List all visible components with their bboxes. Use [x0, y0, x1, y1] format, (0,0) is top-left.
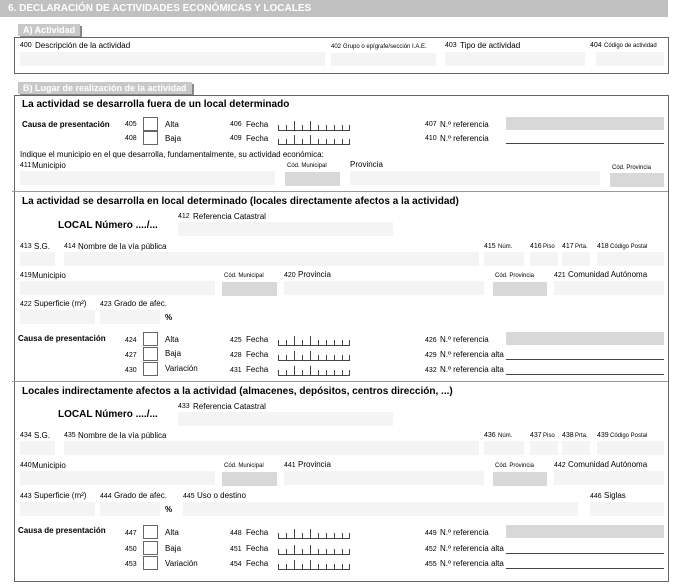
activity-type-input[interactable] — [445, 52, 585, 66]
field-425-number: 425 — [230, 337, 242, 344]
field-445-number: 445 — [183, 493, 195, 500]
field-434-number: 434 — [20, 432, 32, 439]
sg-input-413[interactable] — [20, 252, 55, 266]
prta-label: Prta. — [575, 433, 588, 439]
cod-provincia-label: Cód. Provincia — [612, 165, 652, 171]
field-454-number: 454 — [230, 561, 242, 568]
referencia-alta-label: N.º referencia alta — [440, 544, 504, 553]
municipio-label: Municipio — [32, 161, 66, 170]
percent-sign: % — [165, 313, 173, 322]
piso-label: Piso — [543, 433, 555, 439]
provincia-input-441[interactable] — [284, 471, 484, 485]
uso-label: Uso o destino — [197, 491, 246, 500]
date-field-425[interactable] — [278, 334, 350, 346]
field-413-number: 413 — [20, 243, 32, 250]
field-404-label: Código de actividad — [604, 43, 657, 49]
alta-checkbox-424[interactable] — [143, 332, 158, 346]
reference-alta-input-429[interactable] — [506, 359, 664, 360]
alta-checkbox-447[interactable] — [143, 525, 158, 539]
causa-label: Causa de presentación — [18, 334, 106, 343]
field-412-number: 412 — [178, 213, 190, 220]
field-424-number: 424 — [125, 337, 137, 344]
field-447-number: 447 — [125, 530, 137, 537]
field-422-number: 422 — [20, 301, 32, 308]
municipio-input-411[interactable] — [20, 171, 275, 185]
percent-sign: % — [165, 505, 173, 514]
field-440-number: 440 — [20, 462, 32, 469]
fecha-label: Fecha — [246, 559, 269, 568]
field-444-number: 444 — [100, 493, 112, 500]
num-label: Núm. — [498, 244, 513, 250]
cod-provincia-input[interactable] — [493, 282, 547, 296]
num-label: Núm. — [498, 433, 513, 439]
ref-catastral-label: Referencia Catastral — [193, 212, 266, 221]
field-411-number: 411 — [20, 162, 32, 169]
referencia-alta-label: N.º referencia alta — [440, 365, 504, 374]
cod-provincia-input[interactable] — [610, 173, 664, 187]
municipio-input-419[interactable] — [20, 281, 215, 295]
provincia-label: Provincia — [298, 460, 331, 469]
field-439-number: 439 — [597, 432, 609, 439]
cod-provincia-input[interactable] — [493, 472, 547, 486]
field-432-number: 432 — [425, 367, 437, 374]
field-404-number: 404 — [590, 42, 602, 49]
subsection-a-tab: A) Actividad — [18, 24, 80, 36]
reference-alta-input-432[interactable] — [506, 374, 664, 375]
field-426-number: 426 — [425, 337, 437, 344]
field-427-number: 427 — [125, 352, 137, 359]
variacion-checkbox-453[interactable] — [143, 556, 158, 570]
num-input-436[interactable] — [484, 441, 524, 455]
alta-label: Alta — [165, 120, 179, 129]
referencia-label: N.º referencia — [440, 335, 489, 344]
baja-checkbox-408[interactable] — [143, 131, 158, 145]
grado-input-423[interactable] — [100, 310, 160, 324]
superficie-input-443[interactable] — [20, 502, 95, 516]
reference-input-449[interactable] — [506, 525, 664, 538]
piso-input-416[interactable] — [530, 252, 558, 266]
separator — [12, 191, 668, 192]
fecha-label: Fecha — [246, 365, 269, 374]
prta-input-417[interactable] — [562, 252, 590, 266]
cod-provincia-label: Cód. Provincia — [495, 273, 535, 279]
field-414-number: 414 — [64, 243, 76, 250]
via-label: Nombre de la vía pública — [78, 431, 167, 440]
sg-label: S.G. — [34, 431, 51, 440]
sg-input-434[interactable] — [20, 441, 55, 455]
referencia-alta-label: N.º referencia alta — [440, 559, 504, 568]
num-input-415[interactable] — [484, 252, 524, 266]
provincia-input[interactable] — [350, 171, 600, 185]
field-438-number: 438 — [562, 432, 574, 439]
field-419-number: 419 — [20, 272, 32, 279]
fecha-label: Fecha — [246, 134, 269, 143]
uso-input-445[interactable] — [183, 502, 578, 516]
prta-label: Prta. — [575, 244, 588, 250]
indique-municipio-text: Indique el municipio en el que desarrolla, fundamentalmente, su actividad económica: — [20, 150, 324, 159]
field-402-number: 402 — [331, 44, 342, 50]
field-446-number: 446 — [590, 493, 602, 500]
provincia-label: Provincia — [350, 160, 383, 169]
variacion-label: Variación — [165, 559, 198, 568]
alta-label: Alta — [165, 528, 179, 537]
ccaa-label: Comunidad Autónoma — [568, 270, 648, 279]
outside-local-title: La actividad se desarrolla fuera de un local determinado — [22, 99, 290, 110]
superficie-label: Superficie (m²) — [34, 299, 87, 308]
municipio-label: Municipio — [32, 271, 66, 280]
cp-input-418[interactable] — [597, 252, 664, 266]
separator — [12, 381, 668, 382]
field-441-number: 441 — [284, 462, 296, 469]
variacion-checkbox-430[interactable] — [143, 362, 158, 376]
baja-checkbox-450[interactable] — [143, 541, 158, 555]
provincia-input-420[interactable] — [284, 281, 484, 295]
fecha-label: Fecha — [246, 544, 269, 553]
field-417-number: 417 — [562, 243, 574, 250]
ref-catastral-input-412[interactable] — [178, 222, 393, 236]
cod-municipal-label: Cód. Municipal — [287, 163, 327, 169]
cod-municipal-input[interactable] — [222, 282, 277, 296]
prta-input-438[interactable] — [562, 441, 590, 455]
cod-municipal-input[interactable] — [285, 172, 340, 186]
sg-label: S.G. — [34, 242, 51, 251]
reference-input-407[interactable] — [506, 117, 664, 130]
fecha-label: Fecha — [246, 335, 269, 344]
field-437-number: 437 — [530, 432, 542, 439]
cod-municipal-label: Cód. Municipal — [224, 273, 264, 279]
reference-alta-input-452[interactable] — [506, 553, 664, 554]
field-449-number: 449 — [425, 530, 437, 537]
field-448-number: 448 — [230, 530, 242, 537]
siglas-input-446[interactable] — [590, 502, 664, 516]
field-433-number: 433 — [178, 403, 190, 410]
field-415-number: 415 — [484, 243, 496, 250]
field-403-label: Tipo de actividad — [460, 41, 521, 50]
grado-label: Grado de afec. — [114, 491, 167, 500]
ccaa-input-421[interactable] — [554, 281, 664, 295]
field-431-number: 431 — [230, 367, 242, 374]
fecha-label: Fecha — [246, 528, 269, 537]
municipio-input-440[interactable] — [20, 471, 215, 485]
local-number: LOCAL Número ..../... — [58, 220, 158, 231]
cod-municipal-input[interactable] — [222, 472, 277, 486]
referencia-label: N.º referencia — [440, 134, 489, 143]
referencia-alta-label: N.º referencia alta — [440, 350, 504, 359]
date-field-431[interactable] — [278, 364, 350, 376]
field-452-number: 452 — [425, 546, 437, 553]
fecha-label: Fecha — [246, 350, 269, 359]
field-406-number: 406 — [230, 121, 242, 128]
piso-label: Piso — [543, 244, 555, 250]
cp-label: Código Postal — [610, 244, 648, 250]
field-429-number: 429 — [425, 352, 437, 359]
baja-label: Baja — [165, 349, 182, 358]
date-field-428[interactable] — [278, 349, 350, 361]
cod-municipal-label: Cód. Municipal — [224, 463, 264, 469]
alta-label: Alta — [165, 335, 179, 344]
field-430-number: 430 — [125, 367, 137, 374]
field-416-number: 416 — [530, 243, 542, 250]
subsection-b-tab: B) Lugar de realización de la actividad — [18, 82, 192, 94]
field-423-number: 423 — [100, 301, 112, 308]
indirect-title: Locales indirectamente afectos a la actividad (almacenes, depósitos, centros dirección, ...) — [22, 386, 453, 397]
local-number: LOCAL Número ..../... — [58, 409, 158, 420]
activity-description-input[interactable] — [20, 52, 325, 66]
cod-provincia-label: Cód. Provincia — [495, 463, 535, 469]
field-400-label: Descripción de la actividad — [35, 41, 131, 50]
field-408-number: 408 — [125, 135, 137, 142]
field-407-number: 407 — [425, 121, 437, 128]
ref-catastral-input-433[interactable] — [178, 412, 393, 426]
field-450-number: 450 — [125, 546, 137, 553]
reference-input-426[interactable] — [506, 332, 664, 345]
cp-label: Código Postal — [610, 433, 648, 439]
field-410-number: 410 — [425, 135, 437, 142]
fecha-label: Fecha — [246, 120, 269, 129]
baja-label: Baja — [165, 134, 182, 143]
field-451-number: 451 — [230, 546, 242, 553]
variacion-label: Variación — [165, 364, 198, 373]
section-title: 6. DECLARACIÓN DE ACTIVIDADES ECONÓMICAS Y LOCALES — [0, 0, 668, 17]
date-field-448[interactable] — [278, 527, 350, 539]
field-403-number: 403 — [445, 42, 457, 49]
activity-code-input[interactable] — [596, 52, 664, 66]
causa-label: Causa de presentación — [22, 120, 110, 129]
field-443-number: 443 — [20, 493, 32, 500]
field-420-number: 420 — [284, 272, 296, 279]
baja-label: Baja — [165, 544, 182, 553]
field-453-number: 453 — [125, 561, 137, 568]
date-field-409[interactable] — [278, 133, 350, 145]
local-title: La actividad se desarrolla en local determinado (locales directamente afectos a la actividad) — [22, 196, 459, 207]
field-436-number: 436 — [484, 432, 496, 439]
ccaa-label: Comunidad Autónoma — [568, 460, 648, 469]
field-428-number: 428 — [230, 352, 242, 359]
date-field-454[interactable] — [278, 558, 350, 570]
piso-input-437[interactable] — [530, 441, 558, 455]
superficie-input-422[interactable] — [20, 310, 95, 324]
grado-input-444[interactable] — [100, 502, 160, 516]
ref-catastral-label: Referencia Catastral — [193, 402, 266, 411]
via-label: Nombre de la vía pública — [78, 242, 167, 251]
reference-input-410[interactable] — [506, 143, 664, 144]
cp-input-439[interactable] — [597, 441, 664, 455]
baja-checkbox-427[interactable] — [143, 347, 158, 361]
via-input-435[interactable] — [64, 441, 479, 455]
field-421-number: 421 — [554, 272, 566, 279]
superficie-label: Superficie (m²) — [34, 491, 87, 500]
municipio-label: Municipio — [32, 461, 66, 470]
field-418-number: 418 — [597, 243, 609, 250]
grado-label: Grado de afec. — [114, 299, 167, 308]
field-402-label: Grupo o epígrafe/sección I.A.E. — [343, 44, 427, 50]
date-field-406[interactable] — [278, 119, 350, 131]
iae-group-input[interactable] — [331, 53, 436, 66]
ccaa-input-442[interactable] — [554, 471, 664, 485]
provincia-label: Provincia — [298, 270, 331, 279]
siglas-label: Siglas — [604, 491, 626, 500]
causa-label: Causa de presentación — [18, 526, 106, 535]
field-455-number: 455 — [425, 561, 437, 568]
date-field-451[interactable] — [278, 543, 350, 555]
reference-alta-input-455[interactable] — [506, 568, 664, 569]
field-400-number: 400 — [20, 42, 32, 49]
via-input-414[interactable] — [64, 252, 479, 266]
field-409-number: 409 — [230, 135, 242, 142]
field-442-number: 442 — [554, 462, 566, 469]
field-435-number: 435 — [64, 432, 76, 439]
referencia-label: N.º referencia — [440, 528, 489, 537]
alta-checkbox-405[interactable] — [143, 117, 158, 131]
field-405-number: 405 — [125, 121, 137, 128]
referencia-label: N.º referencia — [440, 120, 489, 129]
